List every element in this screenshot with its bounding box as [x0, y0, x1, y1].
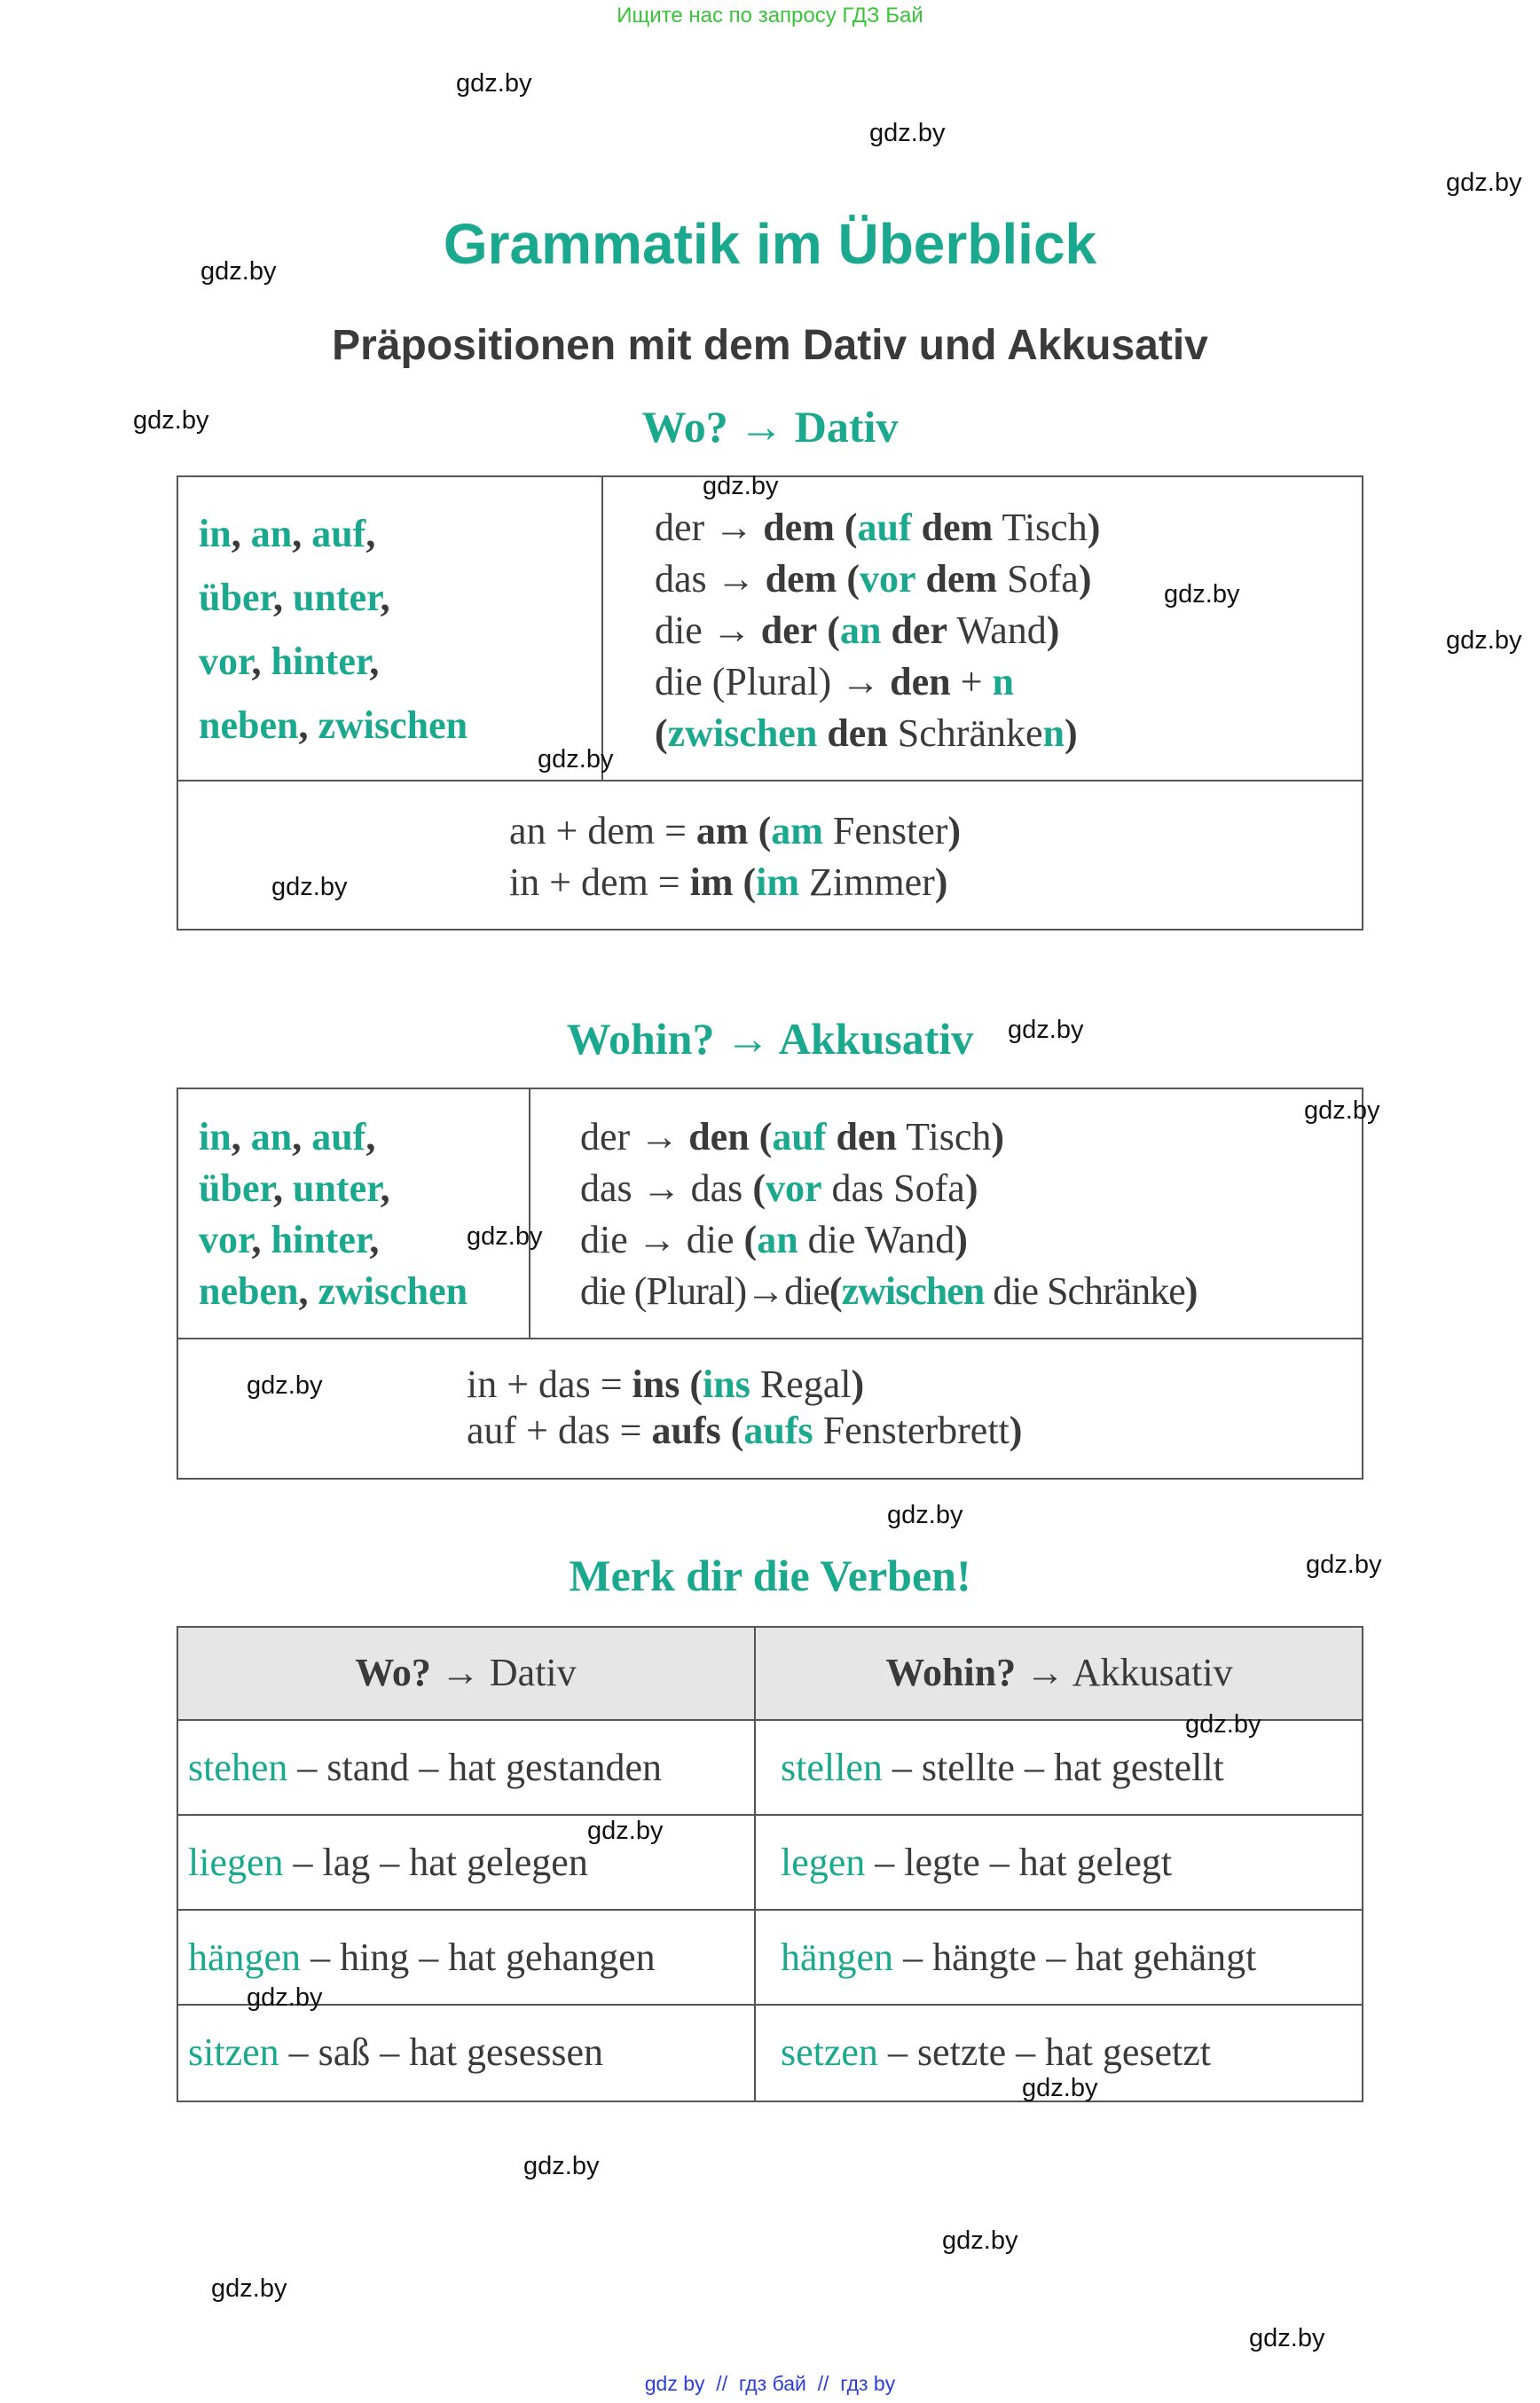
dativ-table-separator — [177, 780, 1363, 781]
akkusativ-table-divider — [529, 1088, 530, 1339]
verb-akkusativ-row: stellen – stellte – hat gestellt — [781, 1746, 1224, 1789]
verb-akkusativ-row: setzen – setzte – hat gesetzt — [781, 2030, 1212, 2074]
watermark: gdz.by — [703, 472, 779, 500]
contraction-row: auf + das = aufs (aufs Fensterbrett) — [467, 1409, 1023, 1452]
footer-links[interactable]: gdz by // гдз бай // гдз by — [644, 2372, 896, 2395]
watermark: gdz.by — [133, 406, 209, 435]
dativ-prepositions: in, an, auf, über, unter, vor, hinter, neben, zwischen — [199, 512, 468, 747]
dativ-rule-row: der → dem (auf dem Tisch) — [655, 506, 1101, 549]
watermark: gdz.by — [467, 1222, 543, 1251]
verbs-row-line — [177, 2004, 1363, 2006]
akkusativ-table-separator — [177, 1338, 1363, 1339]
verbs-table-divider — [754, 1626, 756, 2102]
akkusativ-prepositions: in, an, auf, über, unter, vor, hinter, neben, zwischen — [199, 1115, 468, 1313]
verb-dativ-row: stehen – stand – hat gestanden — [188, 1746, 662, 1789]
contraction-row: in + das = ins (ins Regal) — [467, 1362, 865, 1406]
watermark: gdz.by — [523, 2152, 600, 2180]
verb-dativ-row: hängen – hing – hat gehangen — [188, 1936, 656, 1979]
watermark: gdz.by — [538, 745, 614, 774]
watermark: gdz.by — [1306, 1551, 1382, 1579]
watermark: gdz.by — [887, 1501, 963, 1529]
akkusativ-rule-row: die (Plural)→die(zwischen die Schränke) — [580, 1269, 1198, 1313]
verb-dativ-row: liegen – lag – hat gelegen — [188, 1841, 588, 1884]
watermark: gdz.by — [1249, 2324, 1325, 2352]
dativ-plural-rule: die (Plural) → den + n — [655, 660, 1014, 703]
watermark: gdz.by — [869, 119, 946, 147]
verbs-row-line — [177, 1814, 1363, 1816]
watermark: gdz.by — [1185, 1710, 1261, 1739]
akkusativ-rule-row: das → das (vor das Sofa) — [580, 1166, 978, 1210]
dativ-rule-row: die → der (an der Wand) — [655, 609, 1060, 652]
akkusativ-rules — [580, 1111, 1197, 1317]
dativ-heading: Wo? → Dativ — [641, 402, 899, 452]
verbs-header-dativ: Wo? → Dativ — [355, 1651, 577, 1694]
watermark: gdz.by — [247, 1983, 323, 2012]
watermark: gdz.by — [247, 1371, 323, 1400]
watermark: gdz.by — [211, 2274, 287, 2303]
akkusativ-heading: Wohin? → Akkusativ — [566, 1014, 974, 1064]
akkusativ-rule-row: die → die (an die Wand) — [580, 1218, 968, 1261]
watermark: gdz.by — [1304, 1096, 1380, 1125]
contraction-row: an + dem = am (am Fenster) — [509, 809, 962, 852]
dativ-plural-example: (zwischen den Schränken) — [655, 711, 1078, 755]
watermark: gdz.by — [271, 873, 348, 901]
watermark: gdz.by — [456, 69, 532, 98]
verbs-row-line — [177, 1909, 1363, 1911]
top-banner: Ищите нас по запросу ГДЗ Бай — [617, 4, 923, 27]
watermark: gdz.by — [200, 257, 277, 286]
dativ-contractions — [509, 805, 961, 908]
watermark: gdz.by — [587, 1817, 664, 1845]
dativ-table-divider — [601, 475, 603, 781]
watermark: gdz.by — [1022, 2074, 1098, 2102]
contraction-row: in + dem = im (im Zimmer) — [509, 860, 948, 904]
watermark: gdz.by — [942, 2226, 1018, 2255]
verb-dativ-row: sitzen – saß – hat gesessen — [188, 2030, 604, 2074]
verbs-header-akkusativ: Wohin? → Akkusativ — [885, 1651, 1233, 1694]
watermark: gdz.by — [1446, 169, 1522, 197]
dativ-rule-row: das → dem (vor dem Sofa) — [655, 557, 1092, 601]
watermark: gdz.by — [1164, 580, 1240, 609]
akkusativ-rule-row: der → den (auf den Tisch) — [580, 1115, 1005, 1158]
verbs-heading: Merk dir die Verben! — [569, 1551, 971, 1600]
watermark: gdz.by — [1446, 626, 1522, 655]
verb-akkusativ-row: legen – legte – hat gelegt — [781, 1841, 1173, 1884]
watermark: gdz.by — [1008, 1016, 1084, 1044]
dativ-rules — [655, 502, 1100, 759]
verb-akkusativ-row: hängen – hängte – hat gehängt — [781, 1936, 1257, 1979]
page-title: Grammatik im Überblick — [443, 212, 1097, 276]
page-subtitle: Präpositionen mit dem Dativ und Akkusativ — [332, 322, 1208, 369]
akkusativ-contractions — [467, 1362, 1022, 1454]
